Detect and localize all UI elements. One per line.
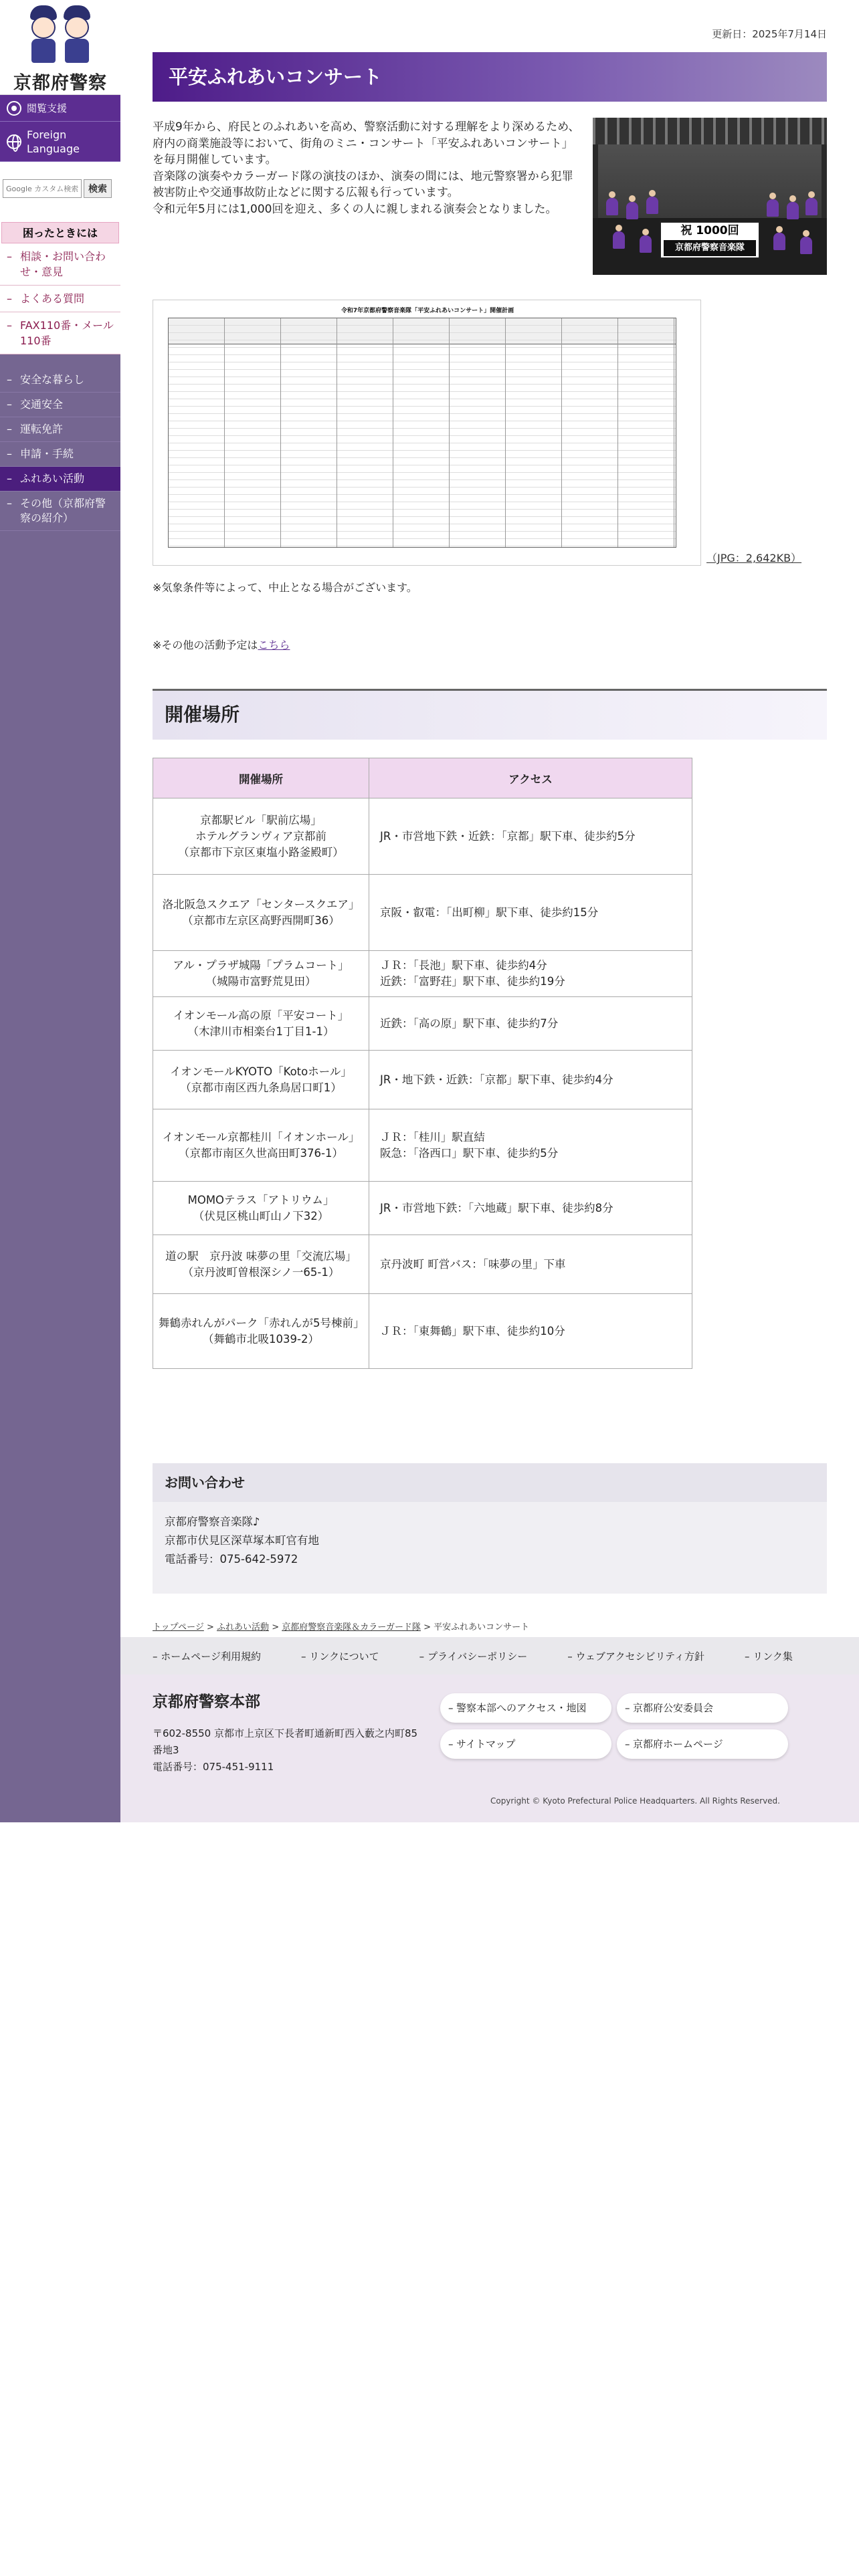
venue-access-line: 近鉄：「高の原」駅下車、徒歩約7分 (380, 1016, 559, 1030)
venue-place-line: （木津川市相楽台1丁目1-1） (187, 1025, 335, 1038)
trouble-section (0, 215, 120, 354)
other-note-prefix: ※その他の活動予定は (153, 639, 258, 651)
breadcrumb-separator: > (206, 1622, 214, 1632)
intro-paragraph: 音楽隊の演奏やカラーガード隊の演技のほか、演奏の間には、地元警察署から犯罪被害防止や交通事故防止などに関する広報も行っています。 (153, 169, 573, 199)
venue-place-line: （京丹波町曽根深シノ一65-1） (182, 1265, 340, 1279)
schedule-image-title: 令和7年京都府警察音楽隊「平安ふれあいコンサート」開催計画 (341, 308, 514, 314)
updated-date: 更新日：2025年7月14日 (712, 28, 827, 40)
venue-access-cell (369, 1109, 692, 1182)
intro-text (153, 119, 581, 217)
venue-place-line: イオンモール高の原「平安コート」 (173, 1008, 349, 1022)
breadcrumb-top[interactable]: トップページ (153, 1622, 204, 1632)
read-support-label: 閲覧支援 (27, 102, 68, 114)
page-title: 平安ふれあいコンサート (153, 52, 827, 102)
venue-access-line: 近鉄：「富野荘」駅下車、徒歩約19分 (380, 975, 565, 988)
nav-item-traffic[interactable]: – 交通安全 (0, 393, 120, 417)
contact-line: 京都市伏見区深草塚本町官有地 (165, 1534, 319, 1547)
foreign-language-button[interactable] (0, 122, 120, 162)
search-input[interactable] (3, 179, 82, 198)
table-row (153, 1182, 692, 1235)
footer-address-line: 〒602-8550 京都市上京区下長者町通新町西入藪之内町85番地3 (153, 1727, 418, 1756)
photo-banner (660, 221, 760, 259)
breadcrumb-separator: > (423, 1622, 432, 1632)
footer-button-access-map[interactable]: – 警察本部へのアクセス・地図 (440, 1693, 611, 1723)
footer (120, 1675, 859, 1822)
nav-item-safety[interactable]: – 安全な暮らし (0, 368, 120, 393)
photo-banner-line2: 京都府警察音楽隊 (664, 240, 756, 256)
breadcrumb-separator: > (272, 1622, 280, 1632)
trouble-item-fax110[interactable]: – FAX110番・メール110番 (0, 312, 120, 354)
table-row (153, 951, 692, 997)
trouble-item-faq[interactable]: – よくある質問 (0, 286, 120, 312)
venue-place-line: 道の駅 京丹波 味夢の里「交流広場」 (165, 1249, 357, 1263)
nav-item-procedures[interactable]: – 申請・手続 (0, 442, 120, 467)
venue-place-line: （京都市南区久世高田町376-1） (179, 1146, 343, 1160)
nav-item-fureai[interactable]: – ふれあい活動 (0, 467, 120, 492)
read-support-button[interactable] (0, 95, 120, 122)
venue-access-line: ＪＲ：「長池」駅下車、徒歩約4分 (380, 959, 547, 972)
venue-access-cell (369, 1051, 692, 1109)
venue-access-line: JR・市営地下鉄：「六地蔵」駅下車、徒歩約8分 (380, 1201, 613, 1214)
sidebar-nav (0, 354, 120, 531)
footer-links (120, 1637, 859, 1675)
venue-place-cell (153, 1051, 369, 1109)
venue-place-cell (153, 1109, 369, 1182)
footer-link-terms[interactable]: – ホームページ利用規約 (153, 1649, 261, 1663)
table-row (153, 798, 692, 875)
venue-access-cell (369, 1294, 692, 1369)
contact-box (153, 1463, 827, 1594)
venue-place-line: 京都駅ビル「駅前広場」 (200, 813, 322, 827)
concert-photo (593, 118, 827, 275)
venue-access-cell (369, 798, 692, 875)
table-row (153, 1294, 692, 1369)
venue-place-line: イオンモール京都桂川「イオンホール」 (162, 1130, 360, 1144)
table-row (153, 997, 692, 1051)
venue-place-line: イオンモールKYOTO「Kotoホール」 (170, 1065, 352, 1078)
venue-access-cell (369, 951, 692, 997)
schedule-image[interactable] (153, 300, 701, 566)
venue-place-cell (153, 997, 369, 1051)
venue-place-cell (153, 951, 369, 997)
weather-note: ※気象条件等によって、中止となる場合がございます。 (153, 581, 417, 594)
venue-access-line: ＪＲ：「東舞鶴」駅下車、徒歩約10分 (380, 1324, 565, 1337)
venue-header-place: 開催場所 (153, 758, 369, 798)
logo-text: 京都府警察 (13, 73, 107, 94)
venue-place-line: 洛北阪急スクエア「センタースクエア」 (162, 897, 360, 911)
contact-body (153, 1502, 827, 1580)
site-logo[interactable] (0, 0, 120, 95)
foreign-language-label: Foreign Language (27, 128, 80, 155)
nav-item-license[interactable]: – 運転免許 (0, 417, 120, 442)
intro-paragraph: 令和元年5月には1,000回を迎え、多くの人に親しまれる演奏会となりました。 (153, 202, 557, 216)
venue-header-access: アクセス (369, 758, 692, 798)
venue-place-line: アル・プラザ城陽「プラムコート」 (173, 959, 349, 972)
breadcrumb (153, 1620, 529, 1632)
venue-access-cell (369, 1235, 692, 1294)
venue-access-cell (369, 1182, 692, 1235)
mascot-image (27, 5, 94, 64)
venue-place-cell (153, 875, 369, 951)
venue-access-line: JR・市営地下鉄・近鉄：「京都」駅下車、徒歩約5分 (380, 829, 636, 843)
globe-icon (7, 134, 21, 149)
venue-place-line: （京都市南区西九条鳥居口町1） (180, 1081, 342, 1094)
sidebar (0, 0, 120, 1822)
footer-org-name: 京都府警察本部 (153, 1693, 260, 1711)
footer-link-links[interactable]: – リンク集 (745, 1649, 793, 1663)
table-row (153, 875, 692, 951)
contact-line: 京都府警察音楽隊♪ (165, 1515, 260, 1528)
table-row (153, 1235, 692, 1294)
venue-table (153, 758, 692, 1369)
venue-place-line: （舞鶴市北吸1039-2） (203, 1332, 319, 1346)
intro-paragraph: 平成9年から、府民とのふれあいを高め、警察活動に対する理解をより深めるため、府内の商業施設等において、街角のミニ・コンサート「平安ふれあいコンサート」を毎月開催しています。 (153, 120, 580, 167)
venue-place-line: （京都市下京区東塩小路釜殿町） (178, 845, 344, 859)
venue-place-line: （城陽市富野荒見田） (205, 975, 316, 988)
venue-place-cell (153, 1182, 369, 1235)
venue-heading: 開催場所 (153, 689, 827, 740)
footer-link-accessibility[interactable]: – ウェブアクセシビリティ方針 (567, 1649, 704, 1663)
breadcrumb-fureai[interactable]: ふれあい活動 (217, 1622, 270, 1632)
footer-link-linking[interactable]: – リンクについて (301, 1649, 379, 1663)
footer-link-privacy[interactable]: – プライバシーポリシー (419, 1649, 528, 1663)
table-row (153, 1051, 692, 1109)
venue-place-line: 舞鶴赤れんがパーク「赤れんが5号棟前」 (159, 1316, 365, 1329)
gear-icon (7, 101, 21, 116)
footer-button-sitemap[interactable]: – サイトマップ (440, 1729, 611, 1759)
footer-button-prefecture[interactable]: – 京都府ホームページ (617, 1729, 788, 1759)
footer-button-commission[interactable]: – 京都府公安委員会 (617, 1693, 788, 1723)
contact-line: 電話番号：075-642-5972 (165, 1553, 298, 1566)
trouble-item-consult[interactable]: – 相談・お問い合わせ・意見 (0, 243, 120, 286)
venue-access-line: 京丹波町 町営バス：「味夢の里」下車 (380, 1257, 566, 1271)
other-activities-note (153, 637, 290, 652)
venue-place-cell (153, 798, 369, 875)
footer-phone: 電話番号：075-451-9111 (153, 1761, 274, 1773)
search-area (0, 162, 120, 215)
venue-place-line: （伏見区桃山町山ノ下32） (193, 1209, 329, 1222)
photo-banner-line1: 祝 1000回 (680, 224, 739, 237)
other-activities-link[interactable]: こちら (258, 639, 290, 651)
search-button[interactable]: 検索 (84, 179, 112, 198)
venue-access-cell (369, 875, 692, 951)
venue-place-cell (153, 1235, 369, 1294)
footer-address (153, 1725, 420, 1776)
table-row (153, 1109, 692, 1182)
nav-item-other[interactable]: – その他（京都府警察の紹介） (0, 492, 120, 531)
venue-place-line: ホテルグランヴィア京都前 (195, 829, 326, 843)
venue-place-line: MOMOテラス「アトリウム」 (187, 1193, 335, 1206)
venue-place-cell (153, 1294, 369, 1369)
venue-access-cell (369, 997, 692, 1051)
venue-place-line: （京都市左京区高野西開町36） (182, 914, 340, 927)
venue-access-line: 京阪・叡電：「出町柳」駅下車、徒歩約15分 (380, 905, 599, 919)
copyright: Copyright © Kyoto Prefectural Police Headquarters. All Rights Reserved. (490, 1796, 780, 1806)
contact-title: お問い合わせ (153, 1463, 827, 1502)
breadcrumb-band[interactable]: 京都府警察音楽隊＆カラーガード隊 (282, 1622, 421, 1632)
schedule-file-link[interactable]: （JPG：2,642KB） (706, 552, 802, 564)
trouble-title: 困ったときには (1, 222, 119, 243)
venue-access-line: JR・地下鉄・近鉄：「京都」駅下車、徒歩約4分 (380, 1073, 613, 1086)
venue-access-line: 阪急：「洛西口」駅下車、徒歩約5分 (380, 1146, 559, 1160)
breadcrumb-current: 平安ふれあいコンサート (434, 1622, 530, 1632)
venue-access-line: ＪＲ：「桂川」駅直結 (380, 1130, 485, 1144)
